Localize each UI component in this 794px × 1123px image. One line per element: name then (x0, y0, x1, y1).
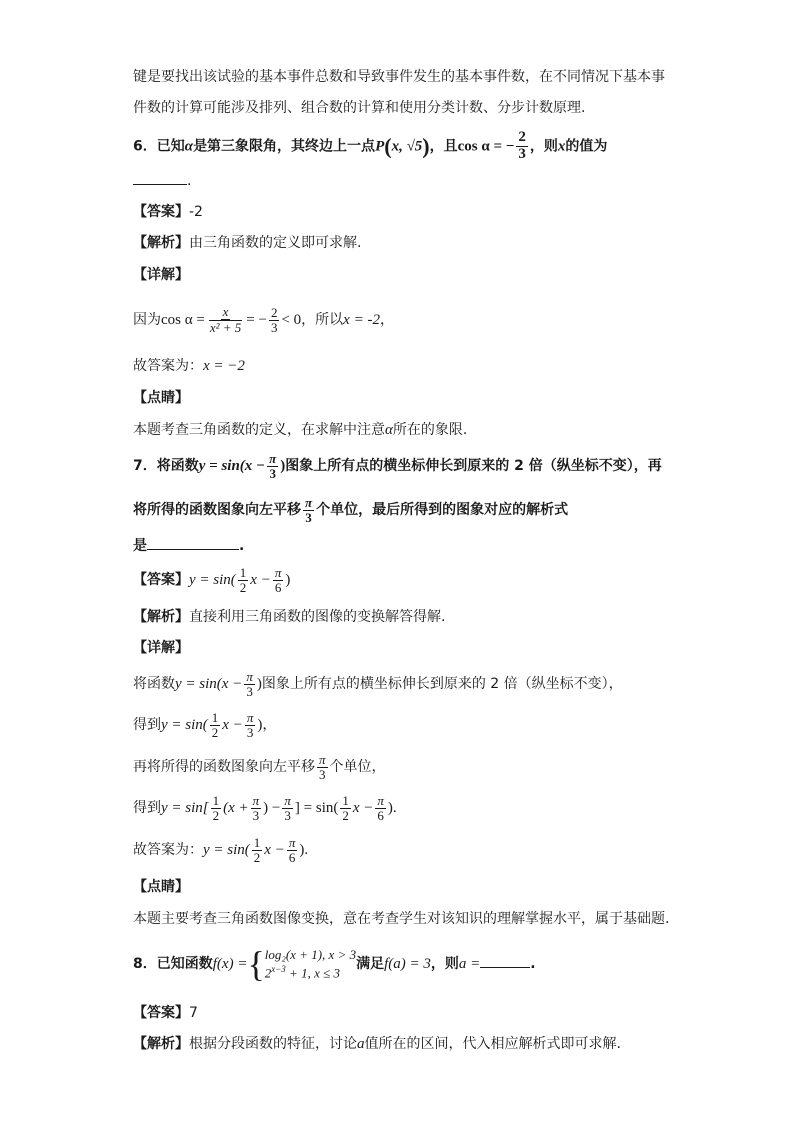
q7-answer-blank: 是 . (133, 538, 245, 554)
q8-analysis: 【解析】根据分段函数的特征，讨论a值所在的区间，代入相应解析式即可求解. (133, 1036, 621, 1052)
q6-final: 故答案为：x = −2 (133, 358, 245, 374)
q7-detail-4: 得到y = sin[ $\frac{1}{2}$ (x + $\frac{\pi}{3}$ ) − $\frac{\pi}{3}$ ] = sin( $\frac{1}{2}$ x − $\frac{\pi}{6}$ ). (133, 792, 397, 823)
intro-line-2: 件数的计算可能涉及排列、组合数的计算和使用分类计数、分步计数原理. (133, 100, 586, 116)
q7-number: 7． (133, 458, 157, 474)
q6-number: 6． (133, 138, 157, 155)
q7-point-text: 本题主要考查三角函数图像变换，意在考查学生对该知识的理解掌握水平，属于基础题. (133, 911, 670, 927)
q7-detail-5: 故答案为：y = sin( $\frac{1}{2}$ x − $\frac{\pi}{6}$ ). (133, 834, 309, 865)
q6-detail-heading: 【详解】 (133, 267, 189, 283)
q8-stem: 8．已知函数f(x) ={ log₂(x + 1), x > 3 $2^{x-3} + 1$, x ≤ 3 满足f(a) = 3，则a = . (133, 944, 536, 984)
q8-answer: 【答案】7 (133, 1005, 198, 1021)
q6-stem: 6．已知α是第三象限角，其终边上一点P(x, √5)，且cos α = − $\frac{2}{3}$ ，则x的值为 (133, 129, 608, 162)
q7-detail-1: 将函数y = sin(x − $\frac{\pi}{3}$ )图象上所有点的横坐标伸长到原来的 2 倍（纵坐标不变）， (133, 668, 623, 699)
q6-point-text: 本题考查三角函数的定义，在求解中注意α所在的象限. (133, 422, 468, 438)
q8-piecewise: log₂(x + 1), x > 3 $2^{x-3} + 1$, x ≤ 3 (264, 946, 357, 981)
q7-point-heading: 【点睛】 (133, 879, 189, 895)
q6-answer: 【答案】-2 (133, 204, 203, 220)
q7-stem-1: 7．将函数y = sin(x − $\frac{\pi}{3}$ )图象上所有点的横坐标伸长到原来的 2 倍（纵坐标不变），再 (133, 450, 662, 481)
q8-number: 8． (133, 956, 157, 972)
intro-line-1: 键是要找出该试验的基本事件总数和导致事件发生的基本事件数，在不同情况下基本事 (133, 69, 665, 85)
q6-answer-blank: . (133, 172, 191, 188)
q6-analysis: 【解析】由三角函数的定义即可求解. (133, 235, 362, 251)
q7-detail-3: 再将所得的函数图象向左平移 $\frac{\pi}{3}$ 个单位， (133, 751, 386, 782)
q7-detail-2: 得到y = sin( $\frac{1}{2}$ x − $\frac{\pi}{3}$ )， (133, 709, 277, 740)
q7-stem-2: 将所得的函数图象向左平移 $\frac{\pi}{3}$ 个单位，最后所得到的图象对应的解析式 (133, 494, 569, 525)
q7-answer: 【答案】y = sin( $\frac{1}{2}$ x − $\frac{\pi}{6}$ ) (133, 564, 291, 595)
q7-analysis: 【解析】直接利用三角函数的图像的变换解答得解. (133, 609, 446, 625)
q6-point-heading: 【点睛】 (133, 390, 189, 406)
q6-fraction: $\frac{x}{\text{x² + 5}}$ (209, 304, 242, 335)
q6-detail-equation: 因为cos α = $\frac{x}{\text{x² + 5}}$ = − $\frac{2}{3}$ < 0，所以x = -2， (133, 304, 394, 335)
q7-detail-heading: 【详解】 (133, 640, 189, 656)
q6-point: x, √5 (391, 138, 423, 155)
